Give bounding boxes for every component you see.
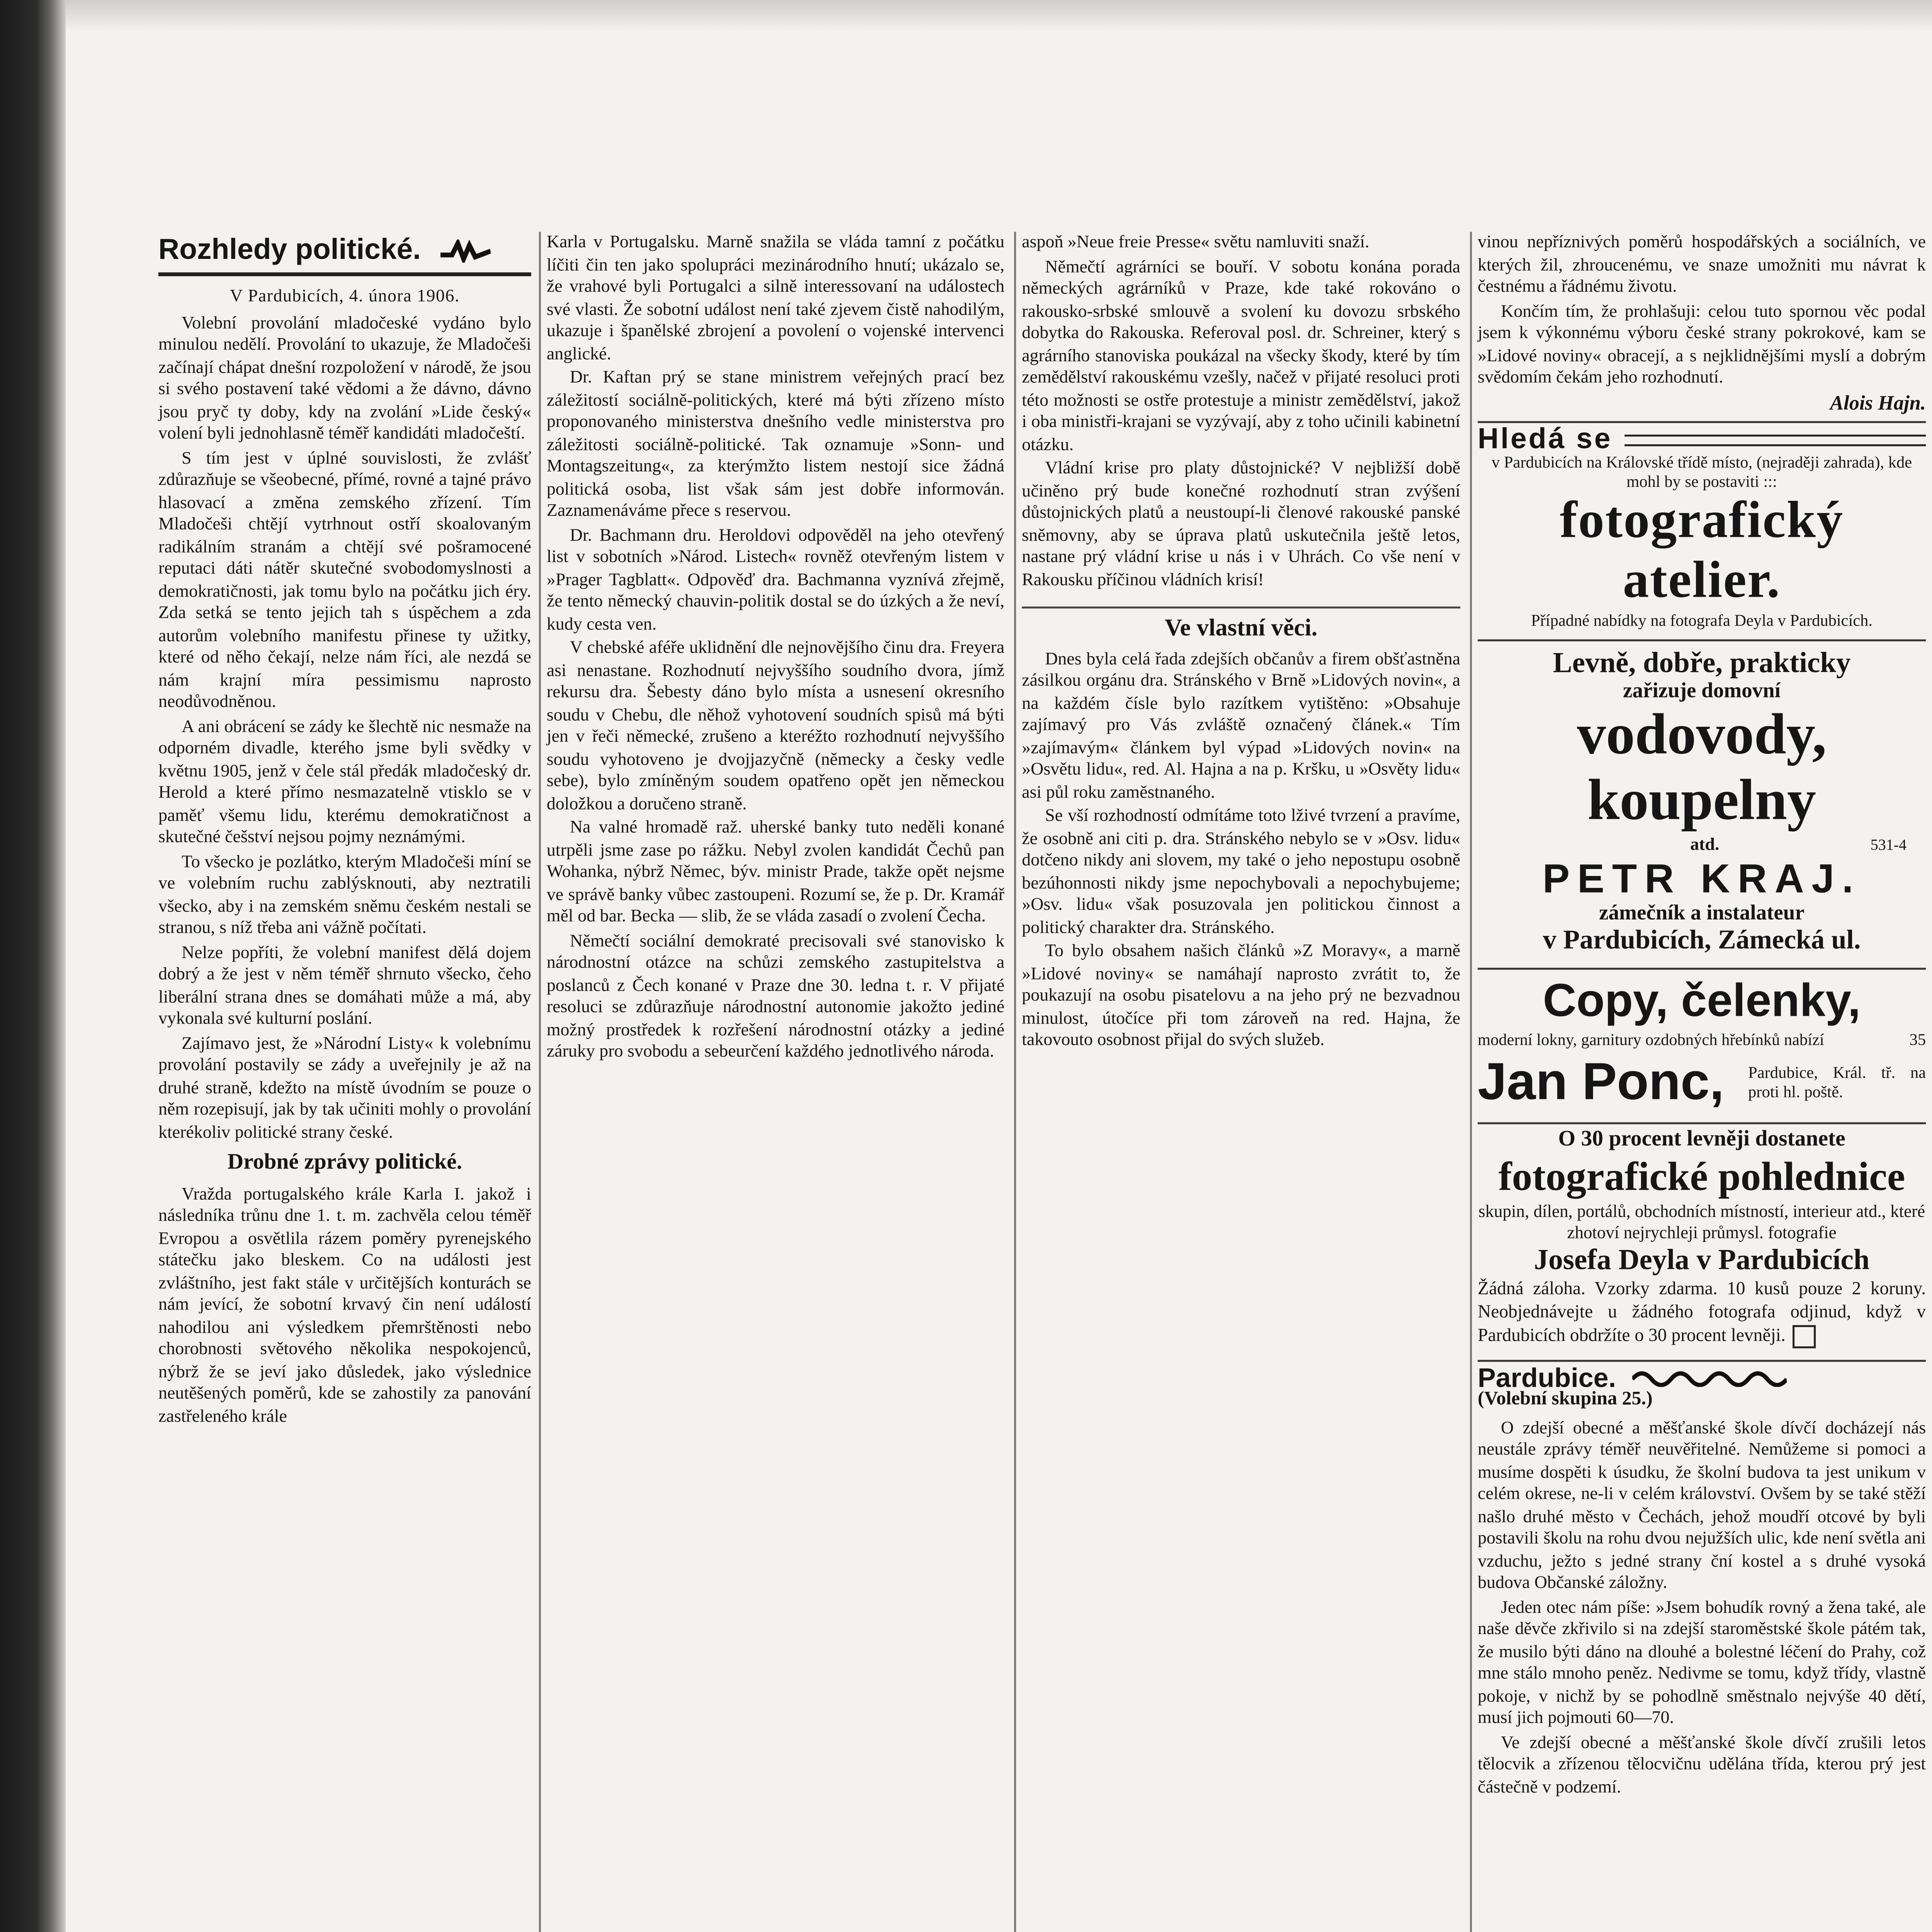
- paragraph: Dr. Bachmann dru. Heroldovi odpověděl na jeho otevřený list v sobotních »Národ. Listech« rovněž otevřeným listem v »Prager Tagblatt«. Odpověď dra. Bachmanna vyznívá zřejmě, že tento německý chauvin-politik dostal se do úzkých a že neví, kudy cesta ven.: [546, 524, 1005, 633]
- paragraph: Karla v Portugalsku. Marně snažila se vláda tamní z počátku líčiti čin ten jako spolupráci mezinárodního hnutí; ukázalo se, že vrahové byli Portugalci a silně interessovaní na událostech své vlasti. Že sobotní událost není také zjevem čistě nahodilým, ukazuje i španělské zbrojení a povolení o vojenské intervenci anglické.: [546, 231, 1005, 362]
- advert-address: Pardubice, Král. tř. na proti hl. poště.: [1748, 1062, 1926, 1101]
- advert-title-text: Hledá se: [1478, 423, 1612, 456]
- paragraph: V chebské aféře uklidnění dle nejnovějšího činu dra. Freyera asi nenastane. Rozhodnutí nejvyššího soudního dvora, jímž rekursu dra. Šebesty dáno bylo místa a usnesení okresního soudu v Chebu, dle něhož vyhotovení soudních spisů má býti jen v řeči německé, zrušeno a kteréžto rozhodnutí nejvyššího soudu vyhotoveno je dvojjazyčně (německy a česky vedle sebe), bylo zmíněným soudem opatřeno opět jen německou doložkou a doručeno straně.: [546, 637, 1005, 813]
- advert-text: v Pardubicích na Královské třídě místo, (nejraději zahrada), kde mohl by se postaviti :::: [1492, 451, 1912, 490]
- advert-atd: atd.: [1690, 834, 1719, 854]
- advert-name: PETR KRAJ.: [1543, 857, 1861, 901]
- advert-number: 531-4: [1870, 836, 1907, 854]
- section-heading-text: Rozhledy politické.: [158, 233, 421, 267]
- scan-binding-edge: [0, 0, 66, 1932]
- paragraph: vinou nepříznivých poměrů hospodářských a sociálních, ve kterých žil, zhroucenému, ve snaze umožniti mu návrat k čestnému a řádnému životu.: [1478, 231, 1926, 296]
- paragraph: Na valné hromadě raž. uherské banky tuto neděli konané utrpěli jsme zase po rážku. Nebyl zvolen kandidát Čechů pan Wohanka, nýbrž Němec, býv. ministr Prade, takže opět nejsme ve správě banky vůbec zastoupeni. Rozumí se, že p. Dr. Kramář měl od bar. Becka — slib, že se vláda zasadí o zvolení Čecha.: [546, 817, 1005, 925]
- paragraph: Volební provolání mladočeské vydáno bylo minulou nedělí. Provolání to ukazuje, že Mladočeši začínají chápat dnešní rozpoložení v národě, že jsou si svého postavení také vědomi a že dávno, dávno jsou pryč ty doby, kdy na zvolání »Lide český« volení byli jednohlasně téměř kandidáti mladočeští.: [158, 312, 531, 442]
- advert-line: zařizuje domovní: [1623, 679, 1781, 702]
- paragraph: O zdejší obecné a měšťanské škole dívčí docházejí nás neustále zprávy téměř neuvěřitelné. Nemůžeme si pomoci a musíme dospěti k úsudku, že školní budova ta jest unikum v celém okrese, ne-li v celém království. Ovšem by se také stěží našlo druhé město v Čechách, jehož moudří otcové by byli postavili školu na rohu dvou nejužších ulic, kde není světla ani vzduchu, ježto s jedné strany ční kostel a s druhé vysoká budova Občanské záložny.: [1478, 1417, 1926, 1592]
- scan-top-edge: [66, 0, 1932, 31]
- paragraph: Zajímavo jest, že »Národní Listy« k volebnímu provolání postavily se zády a uveřejnily je až na druhé straně, kdežto na místě úvodním se pouze o něm rozepisují, jak by tak učiniti mohly o provolání kterékoliv politické strany české.: [158, 1032, 531, 1141]
- paragraph: Se vší rozhodností odmítáme toto lživé tvrzení a pravíme, že osobně ani citi p. dra. Stránského nebylo se v »Osv. lidu« dotčeno nikdy ani slovem, my také o jeho nepostupu osobně bezúhonnosti nikdy jsme nepochybovali a nepochybujeme; »Osv. lidu« však posuzovala jen politickou činnost a politický charakter dra. Stránského.: [1022, 805, 1461, 936]
- subheading: Ve vlastní věci.: [1022, 607, 1461, 640]
- advert-headline: fotografický atelier.: [1560, 490, 1844, 608]
- paragraph: To všecko je pozlátko, kterým Mladočeši míní se ve volebním ruchu zablýsknouti, aby neztratili všecko, aby i na zemském sněmu českém nestali se stranou, s níž třeba ani vážně počítati.: [158, 851, 531, 937]
- advert-number: 35: [1909, 1029, 1926, 1049]
- dateline: V Pardubicích, 4. února 1906.: [230, 286, 460, 305]
- column-divider: [1470, 232, 1472, 1932]
- paragraph: Dr. Kaftan prý se stane ministrem veřejných prací bez záležitostí sociálně-politických, které má býti zřízeno místo proponovaného ministerstva dnešního vedle ministerstva pro záležitosti sociálně-politické. Tak oznamuje »Sonn- und Montagszeitung«, za kterýmžto listem nestojí sice žádná politická osoba, list však sám jest dobře informován. Zaznamenáváme přece s reservou.: [546, 367, 1005, 520]
- advert-vodovody: [1478, 638, 1926, 964]
- advert-terms: Žádná záloha. Vzorky zdarma. 10 kusů pouze 2 koruny. Neobjednávejte u žádného fotografa odjinud, když v Pardubicích obdržíte o 30 procent levněji.: [1478, 1281, 1926, 1347]
- paragraph: Němečtí agrárníci se bouří. V sobotu konána porada německých agrárníků v Praze, kde také rokováno o rakousko-srbské smlouvě a svolení ku dovozu srbského dobytka do Rakouska. Referoval posl. dr. Schreiner, který s agrárního stanoviska poukázal na všecky škody, které by tím zemědělství rakouskému vzešly, načež v přijaté resoluci proti této možnosti se ostře protestuje a ministr zemědělství, jakož i oba ministři-krajani se vyzývají, aby z toho učinili kabinetní otázku.: [1022, 256, 1461, 453]
- paragraph: S tím jest v úplné souvislosti, že zvlášť zdůrazňuje se všeobecné, přímé, rovné a tajné právo hlasovací a změna zemského zřízení. Tím Mladočeši chtějí vytrhnout ostří skoalovaným radikálním stranám a chtějí své pošramocené reputaci dáti nátěr skutečné svobodomyslnosti a demokratičnosti, jak tomu bylo na počátku jich éry. Zda setká se tento jejich tah s úspěchem a zda autorům volebního manifestu přinese ty užitky, které od něho čekají, nelze nám říci, ale nezdá se nám krajní míra pessimismu naprosto neodůvodněnou.: [158, 447, 531, 711]
- column-2: [547, 232, 1005, 1065]
- advert-firm: Josefa Deyla v Pardubicích: [1534, 1246, 1870, 1277]
- section-title: Pardubice.: [1478, 1361, 1616, 1392]
- paragraph: A ani obrácení se zády ke šlechtě nic nesmaže na odporném divadle, kterého jsme byli svědky v květnu 1905, jenž v čele stál předák mladočeský dr. Herold a které přímo nesmazatelně vtisklo se v paměť všemu lidu, kterému demokratičnost a skutečné češství nejsou pojmy neznámými.: [158, 716, 531, 846]
- advert-trade: zámečník a instalateur: [1599, 901, 1804, 925]
- advert-top: O 30 procent levněji dostanete: [1558, 1127, 1845, 1150]
- advert-headline: vodovody, koupelny: [1577, 703, 1827, 833]
- column-1: [158, 232, 531, 1429]
- section-subtitle: (Volební skupina 25.): [1478, 1389, 1653, 1411]
- paragraph: Nelze popříti, že volební manifest dělá dojem dobrý a že jest v něm téměř shrnuto všecko, čeho liberální strana dnes se domáhati může a má, aby vykonala své kulturní poslání.: [158, 942, 531, 1028]
- paragraph: Ve zdejší obecné a měšťanské škole dívčí zrušili letos tělocvik a zřízenou tělocvičnu udělána třída, kterou prý jest částečně v podzemí.: [1478, 1732, 1926, 1796]
- paragraph: Vražda portugalského krále Karla I. jakož i následníka trůnu dne 1. t. m. zachvěla celou téměř Evropou a osvětlila rázem poměry pyrenejského státečku jako bleskem. Co na události jest zvláštního, jest fakt stále v určitějších konturách se nám jevící, že sobotní krvavý čin není událostí nahodilou ani výsledkem přemrštěnosti nebo chorobnosti světového několika nespokojenců, nýbrž že se jeví jako důsledek, jako výslednice neutěšených poměrů, kde se zahostily za panování zastřeleného krále: [158, 1183, 531, 1425]
- advert-headline: fotografické pohlednice: [1498, 1153, 1905, 1200]
- column-4: [1478, 232, 1926, 1806]
- double-rule: [1624, 434, 1926, 446]
- advert-headline: Copy, čelenky,: [1543, 975, 1861, 1028]
- paragraph: Dnes byla celá řada zdejších občanův a firem obšťastněna zásilkou orgánu dra. Stránského v Brně »Lidových novin«, a na každém čísle bylo razítkem vytištěno: »Obsahuje zajímavý pro Vás zvláště označený článek.« Tím »zajímavým« článkem byl výpad »Lidových novin« na »Osvětu lidu«, red. Al. Hajna a na p. Kršku, u »Osvěty lidu« asi půl roku zaměstnaného.: [1022, 648, 1461, 801]
- advert-name: Jan Ponc,: [1478, 1052, 1724, 1110]
- advert-pohlednice: [1478, 1121, 1926, 1355]
- advert-title: [1478, 423, 1926, 456]
- advert-line: moderní lokny, garnitury ozdobných hřebínků nabízí: [1478, 1029, 1824, 1049]
- advert-text: skupin, dílen, portálů, obchodních místností, interieur atd., které zhotoví nejrychleji průmysl. fotografie: [1478, 1201, 1925, 1242]
- paragraph: aspoň »Neue freie Presse« světu namluviti snaží.: [1022, 231, 1369, 251]
- signature: Alois Hajn.: [1830, 393, 1926, 415]
- advert-copy: [1478, 968, 1926, 1117]
- advert-top: Levně, dobře, prakticky: [1553, 648, 1851, 679]
- paragraph: Němečtí sociální demokraté precisovali své stanovisko k národnostní otázce na schůzi zemského zastupitelstva a poslanců z Čech konané v Praze dne 30. ledna t. r. V přijaté resoluci se zdůrazňuje národnostní autonomie jakožto jediné možný prostředek k rozřešení národnostní otázky a jediné záruky pro svobodu a sebeurčení každého jednotlivého národa.: [546, 930, 1005, 1061]
- ornament-icon: [1631, 1369, 1786, 1388]
- advert-note: Případné nabídky na fotografa Deyla v Pardubicích.: [1531, 609, 1873, 629]
- column-divider: [1014, 232, 1016, 1932]
- column-divider: [539, 232, 541, 1932]
- paragraph: To bylo obsahem našich článků »Z Moravy«, a marně »Lidové noviny« se namáhají naprosto zvrátit to, že poukazují na osobu pisatelovu a na jeho prý ne bezvadnou minulost, útočíce při tom zároveň na red. Hajna, že takovouto osobnost přijal do svých služeb.: [1022, 940, 1461, 1049]
- section-pardubice: [1478, 1359, 1926, 1806]
- ornament-icon: [440, 232, 490, 269]
- advert-hleda-se: [1478, 421, 1926, 634]
- section-heading: [158, 232, 531, 276]
- advert-town: v Pardubicích, Zámecká ul.: [1543, 927, 1861, 956]
- square-icon: [1793, 1325, 1816, 1348]
- subheading: Drobné zprávy politické.: [227, 1151, 463, 1175]
- paragraph: Vládní krise pro platy důstojnické? V nejbližší době učiněno prý bude konečné rozhodnutí stran zvýšení důstojnických platů a neustoupí-li členové rakouské panské sněmovny, aby se úprava platů uskutečnila ještě letos, nastane prý vládní krise u nás i v Uhrách. Co vše není v Rakousku příčinou vládních krisí!: [1022, 457, 1461, 588]
- paragraph: Jeden otec nám píše: »Jsem bohudík rovný a žena také, ale naše děvče zkřivilo si na zdejší staroměstské škole pátém tak, že musilo býti dáno na dlouhé a bolestné léčení do Prahy, což mne stálo mnoho peněz. Nedivme se tomu, když třídy, vlastně pokoje, v nichž by se pohodlně směstnalo nejvýše 40 dětí, musí jich pojmouti 60—70.: [1478, 1597, 1926, 1728]
- column-3: [1022, 232, 1461, 1054]
- paragraph: Končím tím, že prohlašuji: celou tuto spornou věc podal jsem k výkonnému výboru české strany pokrokové, kam se »Lidové noviny« obracejí, a s nejklidnějšími myslí a dobrým svědomím čekám jeho rozhodnutí.: [1478, 300, 1926, 386]
